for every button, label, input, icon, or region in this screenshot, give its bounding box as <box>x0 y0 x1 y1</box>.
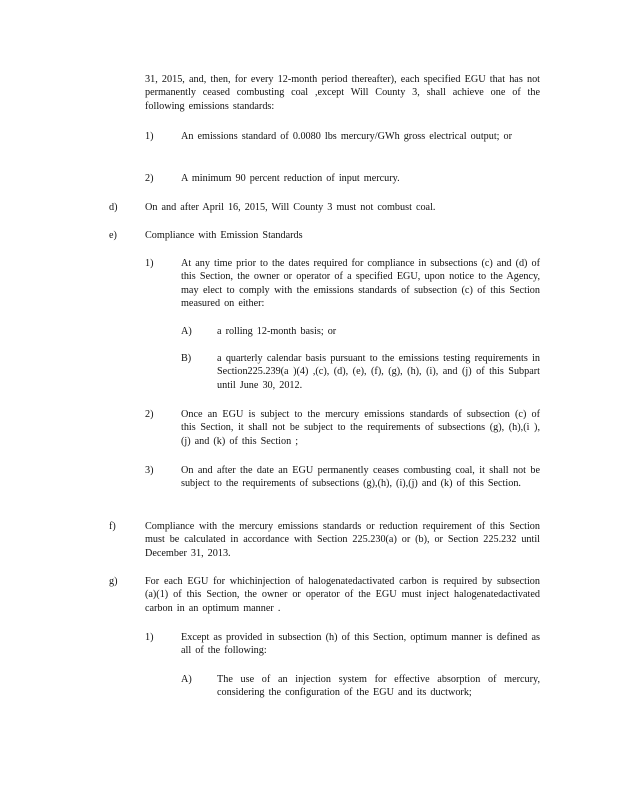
item-text: On and after April 16, 2015, Will County 3 must not combust coal. <box>145 202 436 213</box>
item-text: An emissions standard of 0.0080 lbs mercury/GWh gross electrical output; or <box>181 131 513 142</box>
section-heading: Compliance with Emission Standards <box>145 230 303 241</box>
item-text: The use of an injection system for effective absorption of mercury, considering the configuration of the EGU and its ductwork; <box>217 674 540 699</box>
item-label: A) <box>181 326 192 337</box>
intro-paragraph: 31, 2015, and, then, for every 12-month period thereafter), each specified EGU that has not permanently ceased combusting coal ,except Will County 3, shall achieve one of the following emissions standards: <box>145 74 540 112</box>
item-label: 1) <box>145 131 154 142</box>
item-text: Except as provided in subsection (h) of this Section, optimum manner is defined as all of the following: <box>181 632 540 657</box>
item-text: A minimum 90 percent reduction of input mercury. <box>181 173 400 184</box>
item-label: e) <box>109 230 117 241</box>
item-label: 2) <box>145 409 154 420</box>
item-text: a rolling 12-month basis; or <box>217 326 337 337</box>
item-text: a quarterly calendar basis pursuant to the emissions testing requirements in Section225.239(a )(4) ,(c), (d), (e), (f), (g), (h), (i), and (j) of this Subpart until June 30, 2012. <box>217 353 540 391</box>
item-label: f) <box>109 521 116 532</box>
item-label: 1) <box>145 258 154 269</box>
item-text: For each EGU for whichinjection of halogenatedactivated carbon is required by subsection (a)(1) of this Section, the owner or operator of the EGU must inject halogenatedactivated carbon in an optimum manner . <box>145 576 540 614</box>
item-label: d) <box>109 202 118 213</box>
item-text: On and after the date an EGU permanently ceases combusting coal, it shall not be subject to the requirements of subsections (g),(h), (i),(j) and (k) of this Section. <box>181 465 540 490</box>
item-text: Once an EGU is subject to the mercury emissions standards of subsection (c) of this Section, it shall not be subject to the requirements of subsections (g), (h),(i ), (j) and (k) of this Section ; <box>181 409 540 447</box>
item-label: A) <box>181 674 192 685</box>
item-label: g) <box>109 576 118 587</box>
item-label: 1) <box>145 632 154 643</box>
item-label: 3) <box>145 465 154 476</box>
item-text: Compliance with the mercury emissions standards or reduction requirement of this Section must be calculated in accordance with Section 225.230(a) or (b), or Section 225.232 until December 31, 2013. <box>145 521 540 559</box>
item-label: 2) <box>145 173 154 184</box>
item-text: At any time prior to the dates required for compliance in subsections (c) and (d) of this Section, the owner or operator of a specified EGU, upon notice to the Agency, may elect to comply with the emissions standards of subsection (c) of this Section measured on either: <box>181 258 540 310</box>
item-label: B) <box>181 353 192 364</box>
